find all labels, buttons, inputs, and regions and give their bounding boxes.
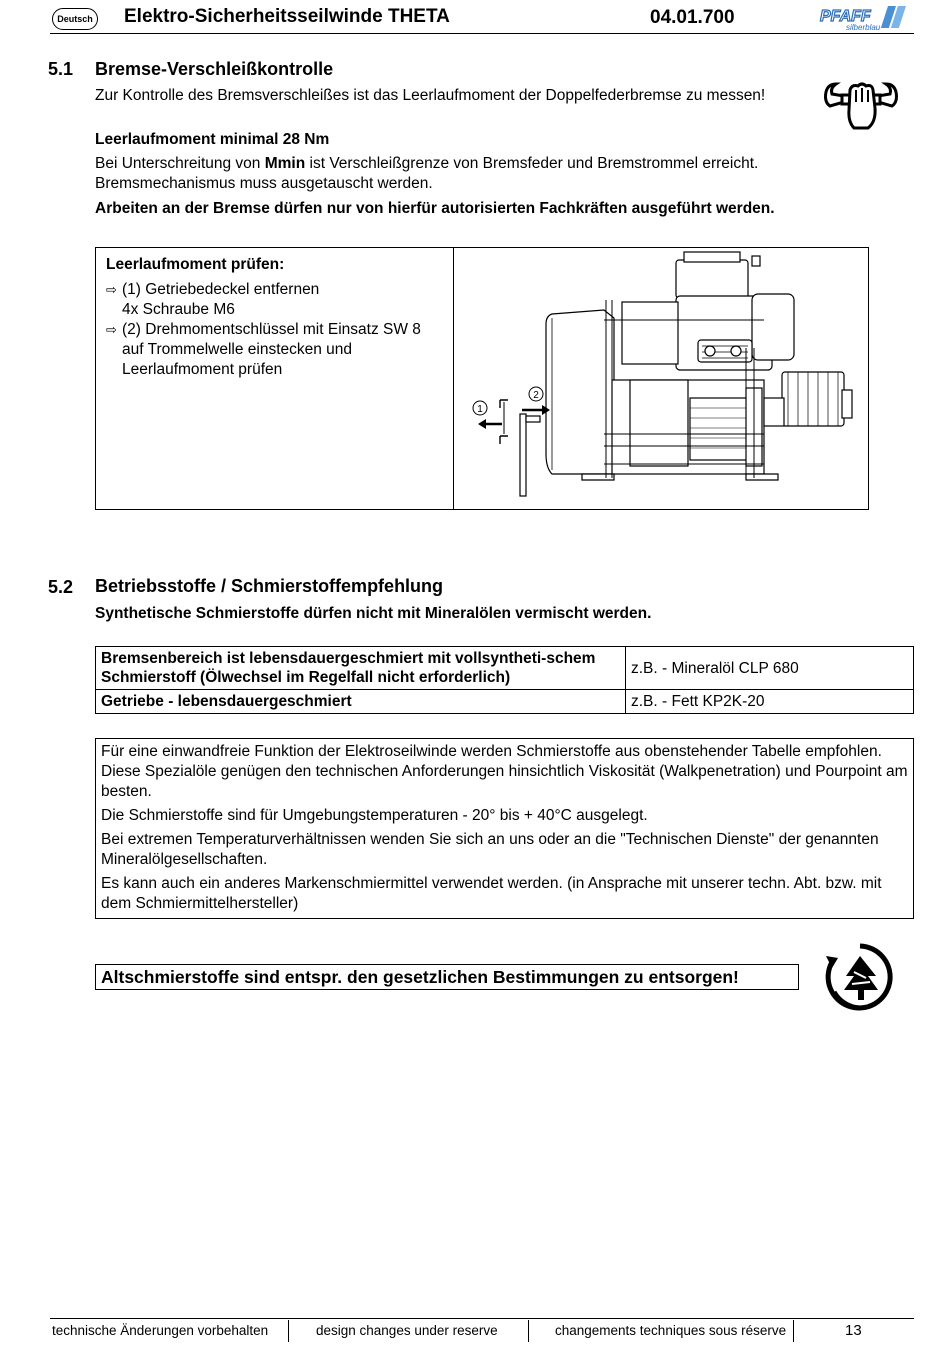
- document-title: Elektro-Sicherheitsseilwinde THETA: [124, 6, 450, 27]
- footer-rule: [50, 1318, 914, 1319]
- step-2: ⇨ (2) Drehmomentschlüssel mit Einsatz SW 8 auf Trommelwelle einstecken und Leerlaufmoment prüfen: [106, 321, 421, 378]
- recycling-tree-icon: [824, 942, 896, 1012]
- note-paragraph: Es kann auch ein anderes Markenschmiermittel verwendet werden. (in Ansprache mit unserer techn. Abt. bzw. mit dem Schmiermittelhersteller): [101, 875, 882, 912]
- note-paragraph: Bei extremen Temperaturverhältnissen wenden Sie sich an uns oder an die "Technischen Dienste" der genannten Mineralölgesellschaften.: [101, 831, 879, 868]
- callout-2: 2: [533, 390, 539, 401]
- lubricant-table: [95, 646, 914, 714]
- table-row: [96, 647, 914, 690]
- step-1-detail: 4x Schraube M6: [122, 301, 235, 318]
- wrench-hand-icon: [822, 78, 900, 134]
- table-cell-lubricant: z.B. - Fett KP2K-20: [626, 690, 914, 714]
- logo-text: PFAFF: [820, 8, 871, 25]
- footer-separator: [793, 1320, 794, 1342]
- section-title-5-2: Betriebsstoffe / Schmierstoffempfehlung: [95, 576, 444, 596]
- step-1: ⇨ (1) Getriebedeckel entfernen: [106, 281, 320, 298]
- min-torque-text: Leerlaufmoment minimal 28 Nm: [95, 131, 330, 148]
- lubricant-warning-text: Synthetische Schmierstoffe dürfen nicht mit Mineralölen vermischt werden.: [95, 605, 652, 622]
- section-number-5-1: 5.1: [48, 59, 74, 79]
- gearbox-housing: [546, 310, 614, 474]
- footer-note-fr: changements techniques sous réserve: [555, 1323, 787, 1338]
- table-cell-component: Getriebe - lebensdauergeschmiert: [96, 690, 626, 714]
- note-paragraph: Die Schmierstoffe sind für Umgebungstemperaturen - 20° bis + 40°C ausgelegt.: [101, 807, 648, 824]
- footer-note-en: design changes under reserve: [316, 1323, 498, 1338]
- section-title-5-1: Bremse-Verschleißkontrolle: [95, 59, 334, 79]
- brake-motor: [676, 260, 748, 298]
- torque-check-instructions: [106, 255, 441, 380]
- torque-check-box: [95, 247, 869, 510]
- brake-warning-text: Arbeiten an der Bremse dürfen nur von hierfür autorisierten Fachkräften ausgeführt werden.: [95, 200, 775, 217]
- winch-drawing: [454, 248, 868, 509]
- table-row: [96, 690, 914, 714]
- base-feet: [582, 474, 778, 480]
- page-number: 13: [845, 1322, 862, 1339]
- footer-separator: [288, 1320, 289, 1342]
- lubricant-notes-box: [95, 738, 914, 919]
- callout-1: 1: [477, 404, 483, 415]
- logo-subtext: silberblau: [846, 23, 881, 32]
- section-number-5-2: 5.2: [48, 577, 74, 597]
- table-cell-component: Bremsenbereich ist lebensdauergeschmiert mit vollsyntheti-schem Schmierstoff (Ölwechsel im Regelfall nicht erforderlich): [96, 647, 626, 690]
- brake-intro-text: Zur Kontrolle des Bremsverschleißes ist das Leerlaufmoment der Doppelfederbremse zu messen!: [95, 87, 766, 104]
- disposal-notice: Altschmierstoffe sind entspr. den gesetzlichen Bestimmungen zu entsorgen!: [95, 964, 799, 990]
- arrow-right-icon: ⇨: [106, 322, 117, 337]
- wear-limit-text: Bei Unterschreitung von Mmin ist Verschleißgrenze von Bremsfeder und Bremstrommel erreicht. Bremsmechanismus muss ausgetauscht werden.: [95, 155, 759, 192]
- control-box: [782, 372, 844, 426]
- table-cell-lubricant: z.B. - Mineralöl CLP 680: [626, 647, 914, 690]
- torque-wrench: [520, 414, 526, 496]
- footer-note-de: technische Änderungen vorbehalten: [52, 1323, 269, 1338]
- footer-separator: [528, 1320, 529, 1342]
- pfaff-logo: [818, 6, 910, 32]
- header-rule: [50, 33, 914, 34]
- torque-check-heading: Leerlaufmoment prüfen:: [106, 256, 285, 273]
- note-paragraph: Für eine einwandfreie Funktion der Elektroseilwinde werden Schmierstoffe aus obenstehender Tabelle empfohlen. Diese Spezialöle genügen den technischen Anforderungen hinsichtlich Viskosität (Walkpenetration) und Pourpoint am besten.: [101, 743, 908, 800]
- language-badge: Deutsch: [52, 8, 98, 30]
- document-number: 04.01.700: [650, 7, 735, 28]
- arrow-right-icon: ⇨: [106, 282, 117, 297]
